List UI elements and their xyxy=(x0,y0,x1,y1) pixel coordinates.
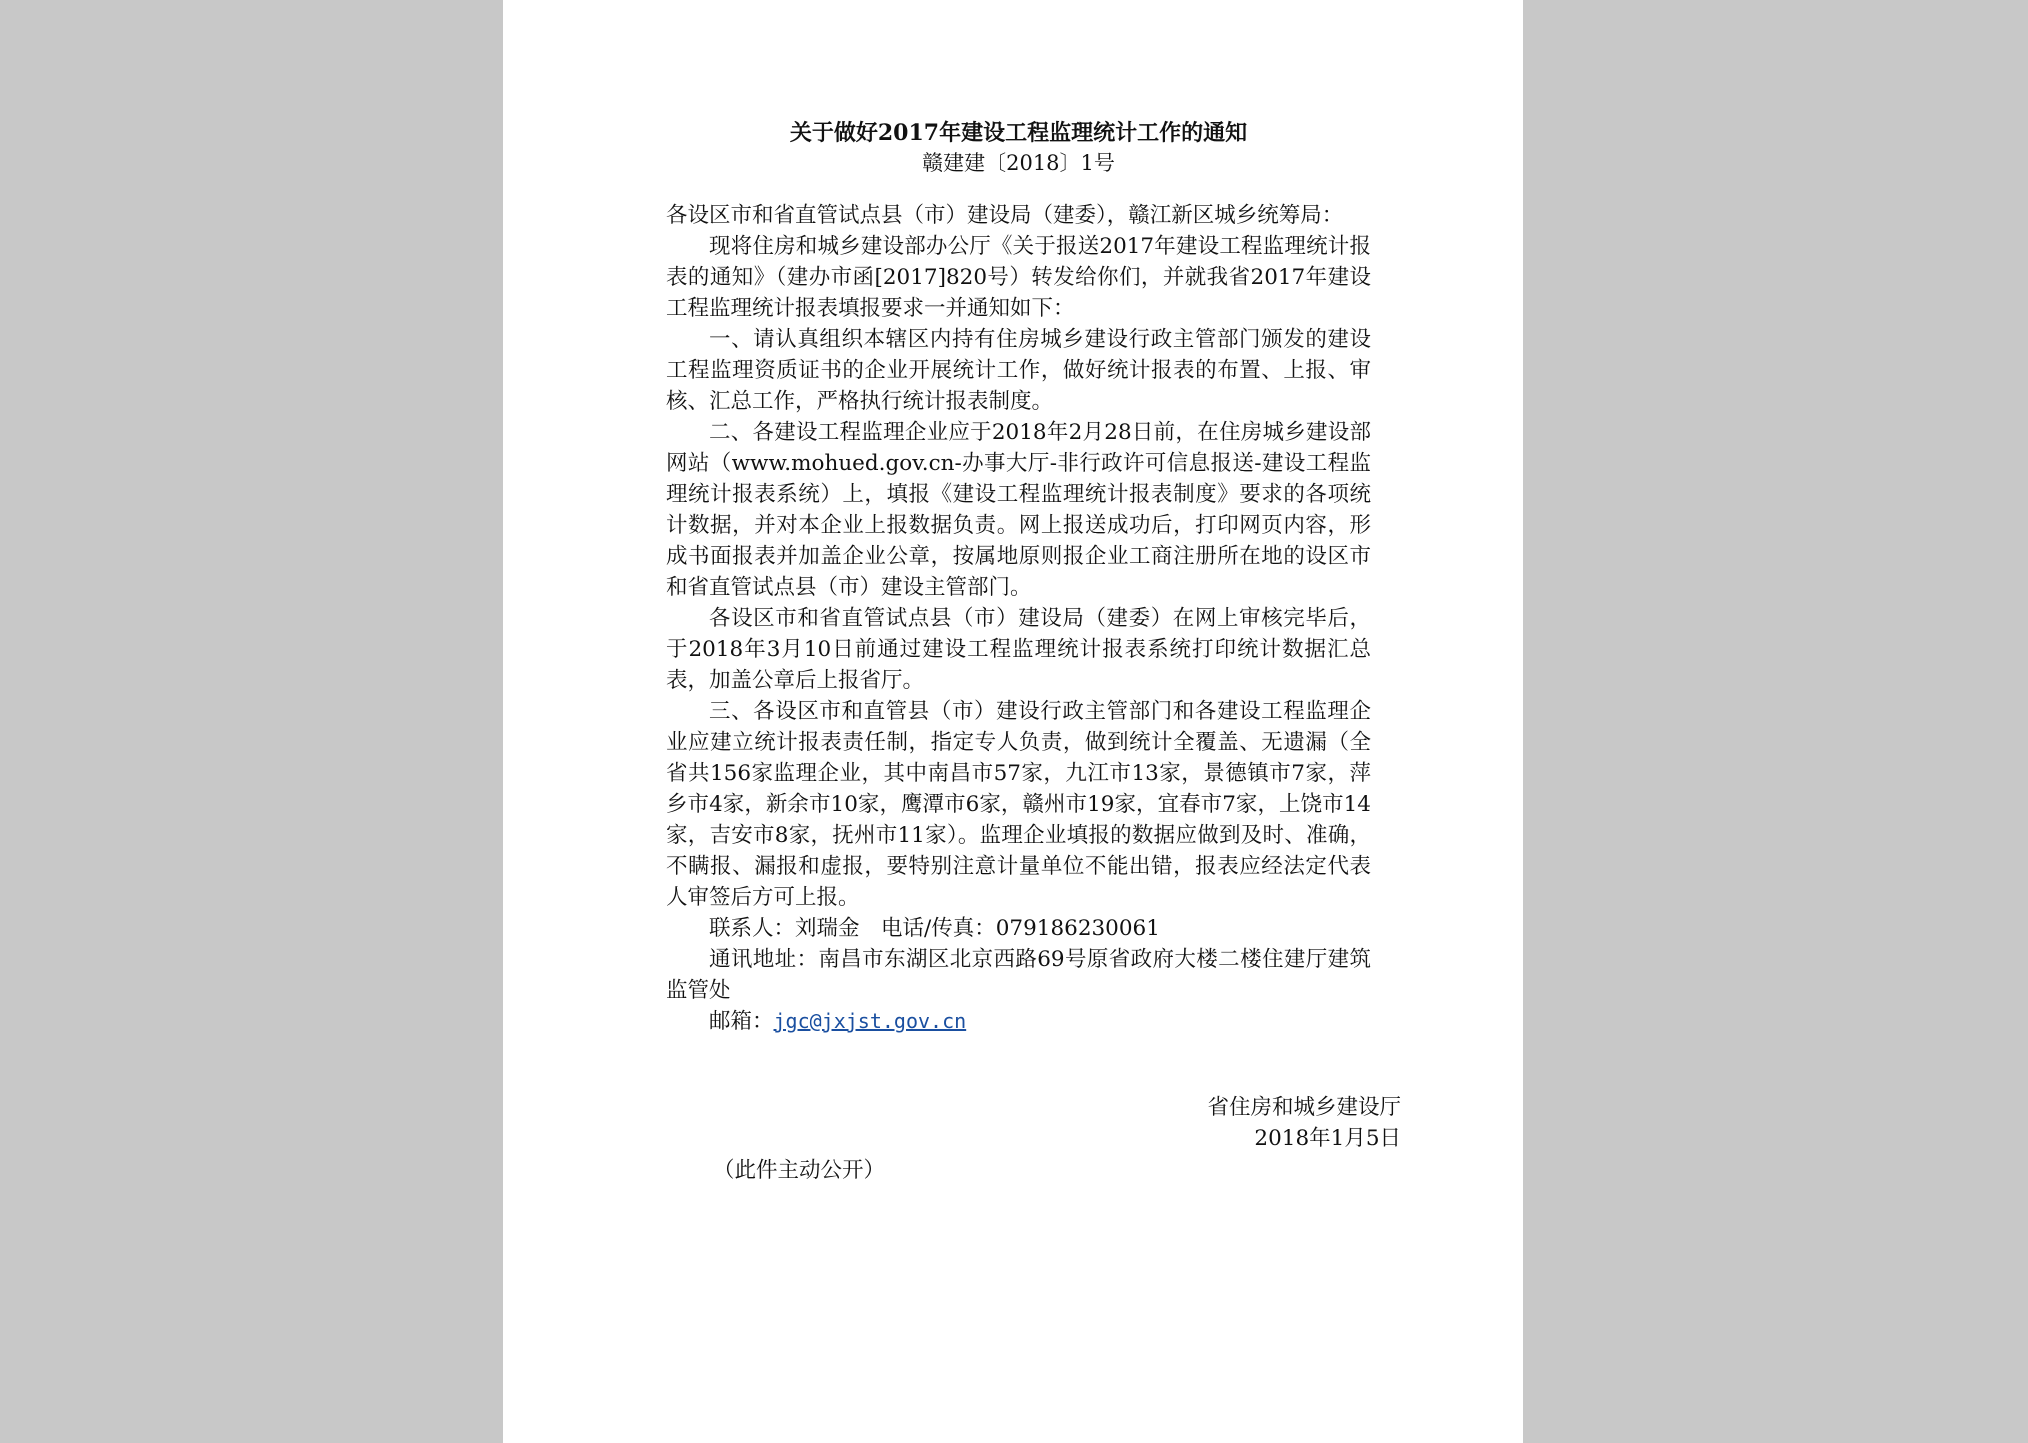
email-label: 邮箱： xyxy=(709,1009,774,1034)
salutation: 各设区市和省直管试点县（市）建设局（建委），赣江新区城乡统筹局： xyxy=(666,203,1344,228)
public-disclosure-note: （此件主动公开） xyxy=(713,1158,886,1183)
document-content xyxy=(666,118,1371,1037)
contact-line: 联系人：刘瑞金 电话/传真：079186230061 xyxy=(709,916,1160,941)
paragraph-item-1: 一、请认真组织本辖区内持有住房城乡建设行政主管部门颁发的建设工程监理资质证书的企业开展统计工作，做好统计报表的布置、上报、审核、汇总工作，严格执行统计报表制度。 xyxy=(666,327,1371,414)
paragraph-item-3: 三、各设区市和直管县（市）建设行政主管部门和各建设工程监理企业应建立统计报表责任制，指定专人负责，做到统计全覆盖、无遗漏（全省共156家监理企业，其中南昌市57家，九江市13家，景德镇市7家，萍乡市4家，新余市10家，鹰潭市6家，赣州市19家，宜春市7家，上饶市14家，吉安市8家，抚州市11家）。监理企业填报的数据应做到及时、准确，不瞒报、漏报和虚报，要特别注意计量单位不能出错，报表应经法定代表人审签后方可上报。 xyxy=(666,699,1371,910)
address-line: 通讯地址：南昌市东湖区北京西路69号原省政府大楼二楼住建厅建筑监管处 xyxy=(666,947,1371,1003)
email-line xyxy=(666,1006,1371,1037)
paragraph-intro: 现将住房和城乡建设部办公厅《关于报送2017年建设工程监理统计报表的通知》（建办市函[2017]820号）转发给你们，并就我省2017年建设工程监理统计报表填报要求一并通知如下： xyxy=(666,234,1371,321)
document-title: 关于做好2017年建设工程监理统计工作的通知 xyxy=(789,120,1248,146)
signature-date: 2018年1月5日 xyxy=(1254,1126,1401,1151)
document-page xyxy=(503,0,1523,1443)
paragraph-item-2-review: 各设区市和省直管试点县（市）建设局（建委）在网上审核完毕后，于2018年3月10日前通过建设工程监理统计报表系统打印统计数据汇总表，加盖公章后上报省厅。 xyxy=(666,606,1371,693)
paragraph-item-2: 二、各建设工程监理企业应于2018年2月28日前，在住房城乡建设部网站（www.mohued.gov.cn-办事大厅-非行政许可信息报送-建设工程监理统计报表系统）上，填报《建设工程监理统计报表制度》要求的各项统计数据，并对本企业上报数据负责。网上报送成功后，打印网页内容，形成书面报表并加盖企业公章，按属地原则报企业工商注册所在地的设区市和省直管试点县（市）建设主管部门。 xyxy=(666,420,1371,600)
document-number: 赣建建〔2018〕1号 xyxy=(922,151,1115,175)
email-link[interactable]: jgc@jxjst.gov.cn xyxy=(773,1009,967,1033)
signature-org: 省住房和城乡建设厅 xyxy=(1207,1095,1401,1120)
document-body xyxy=(666,200,1371,1037)
